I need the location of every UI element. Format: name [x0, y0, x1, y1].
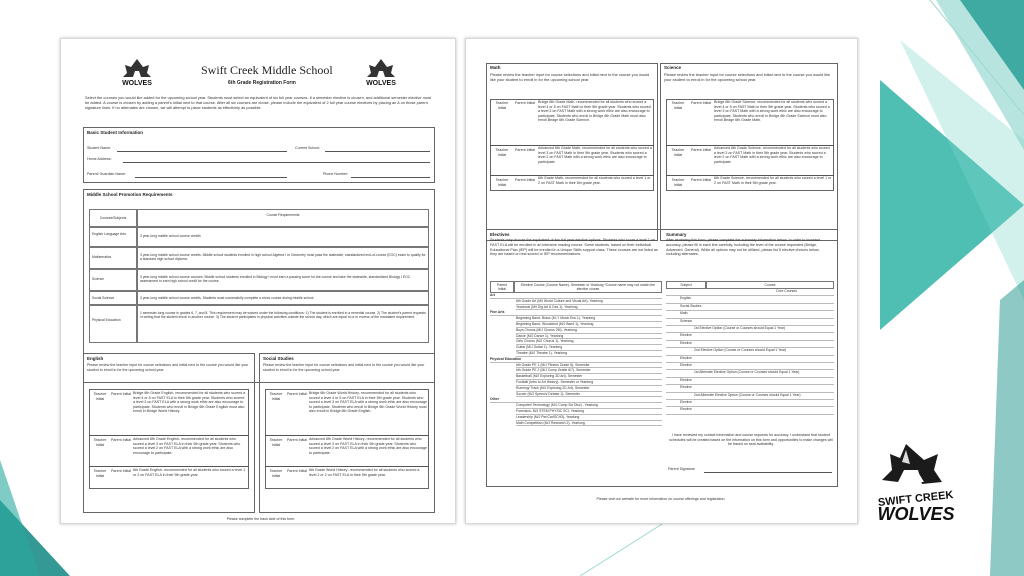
elective-course-row[interactable]: 6th Grade Art (M/I World Culture and Visual Art)- Yearlong: [516, 299, 662, 305]
elective-course-row[interactable]: Girls Chorus (M/J Chorus 1)- Yearlong: [516, 339, 662, 345]
wolves-logo-right: [361, 57, 401, 89]
elective-course-row[interactable]: Theatre (M/J Theatre 1)- Yearlong: [516, 351, 662, 357]
summary-entry-row[interactable]: Elective: [666, 341, 834, 348]
elective-course-row[interactable]: Running/ Track (M/J Exploring 2D Art)- Semester: [516, 386, 662, 392]
form-page-front: [60, 38, 456, 524]
elective-section-header: Fine Arts: [490, 310, 662, 316]
teacher-initial-header: Teacher Initial: [671, 178, 685, 187]
summary-col-subject: Subject: [666, 281, 706, 289]
parent-initial-header: Parent Initial: [515, 148, 535, 152]
phone-label: Phone Number:: [323, 172, 349, 176]
parent-initial-header: Parent Initial: [691, 178, 711, 182]
parent-initial-header: Parent Initial: [287, 469, 307, 473]
teacher-initial-header: Teacher Initial: [671, 101, 685, 110]
promo-subject: Science: [89, 269, 137, 291]
wolves-logo-left: [117, 57, 157, 89]
guardian-label: Parent/ Guardian Name:: [87, 172, 126, 176]
elective-course-row[interactable]: 6th Grade PE 1 (M/J Fitness Grade 6)- Semester: [516, 363, 662, 369]
teacher-initial-header: Teacher Initial: [93, 438, 107, 447]
summary-entry-row[interactable]: Elective: [666, 333, 834, 340]
teacher-initial-header: Teacher Initial: [93, 469, 107, 478]
english-course-advanced[interactable]: Advanced 6th Grade English- recommended for all students who scored a level 3 on FAST ELA in their 5th grade year. Students who scored a level 2 on FAST ELA with a strong work ethic are also encourage to participate.: [133, 437, 241, 455]
science-course-general[interactable]: 6th Grade Science- recommended for all students who scored a level 1 or 2 on FAST Math in their 5th grade year.: [714, 176, 832, 185]
summary-section-header: 2nd Alternate Elective Option (Course or Courses should Equal 1 Year): [666, 393, 834, 400]
elective-course-row[interactable]: Soccer (M/J Speech/ Debate 1)- Semester: [516, 392, 662, 398]
summary-text: After reviewing this form, please complete the summary information below. In order to increase accuracy, please fill in each line carefully, including the level of the course requested (Bridge, Advanced, General). While all options may not be utilized, please list 5 elective choices below, including alternates.: [666, 238, 821, 257]
elective-course-row[interactable]: Guitar (M/J Guitar 1)- Yearlong: [516, 345, 662, 351]
parent-initial-header: Parent Initial: [691, 101, 711, 105]
signature-label: Parent Signature: [668, 467, 695, 471]
electives-col-course: Elective Course (Course Name)- Semester or Yearlong *Course name may not match the elective course: [514, 281, 662, 293]
summary-entry-row[interactable]: Elective: [666, 363, 834, 370]
parent-initial-header: Parent Initial: [111, 392, 131, 396]
elective-course-row[interactable]: Beginning Band- Brass (M / I Music Ens 1)- Yearlong: [516, 316, 662, 322]
promo-col-subject: Courses/Subjects: [89, 209, 137, 227]
summary-entry-row[interactable]: Elective: [666, 356, 834, 363]
parent-initial-header: Parent Initial: [515, 101, 535, 105]
promo-subject: Physical Education: [89, 305, 137, 343]
teacher-initial-header: Teacher Initial: [495, 178, 509, 187]
parent-initial-header: Parent Initial: [515, 178, 535, 182]
summary-section-header: 2nd Elective Option (Course or Courses should Equal 1 Year): [666, 348, 834, 355]
math-review: Please review the teacher input for course selections and initial next to the course you would like your student to enroll in for the upcoming school year.: [490, 72, 650, 82]
logo-text-top: SWIFT CREEK: [877, 489, 954, 509]
teacher-initial-header: Teacher Initial: [269, 438, 283, 447]
science-course-advanced[interactable]: Advanced 6th Grade Science- recommended for all students who scored a level 3 on FAST Math in their 5th grade year. Students who scored a level 2 on FAST Math with a strong work ethic are also encourage to participate.: [714, 146, 830, 164]
promo-req: 3 year-long middle school course credits. Students must successfully complete a civics course during middle school.: [137, 291, 429, 305]
swift-creek-wolves-logo: [862, 440, 970, 524]
teacher-initial-header: Teacher Initial: [671, 148, 685, 157]
form-title: 6th Grade Registration Form: [228, 80, 296, 86]
teacher-initial-header: Teacher Initial: [495, 148, 509, 157]
promo-req: 3 year-long middle school course courses. Middle school students enrolled in Biology I must earn a passing score for the course and take the statewide, standardized Biology I EOC assessment to earn high school credit for the course.: [137, 269, 429, 291]
social-course-general[interactable]: 6th Grade World History- recommended for all students who scored a level 1 or 2 on FAST ELA in their 5th grade year.: [309, 468, 420, 477]
summary-entry-row[interactable]: Elective: [666, 400, 834, 407]
social-course-bridge[interactable]: Bridge 6th Grade World History- recommended for all students who scored a level 4 or 5 on FAST ELA in their 5th grade year. Students who scored a level 3 on FAST ELA with a strong work ethic are also encourage to participate. Students who enroll in Bridge 6th Grade World History must also enroll in Bridge 6th Grade English.: [309, 391, 427, 414]
summary-section-header: Core Courses: [666, 289, 834, 296]
row-divider: [265, 466, 429, 467]
teacher-initial-header: Teacher Initial: [269, 469, 283, 478]
elective-section-header: Physical Education: [490, 357, 662, 363]
summary-heading: Summary: [666, 232, 687, 237]
parent-initial-header: Parent Initial: [111, 469, 131, 473]
summary-section-header: 1st Elective Option (Course or Courses should Equal 1 Year): [666, 326, 834, 333]
teacher-initial-header: Teacher Initial: [93, 392, 107, 401]
social-review: Please review the teacher input for course selections and initial next to the course you would like your student to enroll in for the upcoming school year.: [263, 363, 425, 372]
website-note: Please visit our website for more information on course offerings and registration.: [596, 497, 726, 501]
promo-subject: Social Science: [89, 291, 137, 305]
english-course-general[interactable]: 6th Grade English- recommended for all students who scored a level 1 or 2 on FAST ELA in their 5th grade year.: [133, 468, 246, 477]
promotion-heading: Middle School Promotion Requirements: [87, 192, 173, 197]
row-divider: [89, 466, 249, 467]
parent-initial-header: Parent Initial: [691, 148, 711, 152]
student-name-label: Student Name:: [87, 146, 111, 150]
elective-course-row[interactable]: Beginning Band- Woodwind (M/J Band 1)- Yearlong: [516, 322, 662, 328]
form-page-back: [465, 38, 858, 524]
elective-course-row[interactable]: Dance (M/J Dance 1)- Yearlong: [516, 334, 662, 340]
intro-text: Select the courses you would like added for the upcoming school year. Students must select an equivalent of six full year courses- if a semester elective is chosen, and additional semester elective must be added. A course is chosen by adding a parent's initial next to that course. After all six courses are chose, please include the equivalent of 2 full year course electives by placing an A on those parent signature lines. If no alternates are chosen, we will attempt to place students as effectively as possible.: [85, 95, 432, 110]
svg-text:WOLVES: WOLVES: [366, 80, 396, 87]
guardian-line[interactable]: [135, 177, 287, 178]
elective-course-row[interactable]: Computer/ Technology (M/J Comp Sci Disc) - Yearlong: [516, 403, 662, 409]
parent-initial-header: Parent Initial: [287, 438, 307, 442]
science-heading: Science: [664, 65, 682, 70]
elective-course-row[interactable]: Boys Chorus (M/J Chorus 2M)- Yearlong: [516, 328, 662, 334]
math-course-general[interactable]: 6th Grade Math- recommended for all students who scored a level 1 or 2 on FAST Math in their 5th grade year.: [538, 176, 651, 185]
summary-entry-row[interactable]: Elective: [666, 407, 834, 414]
elective-course-row[interactable]: 6th Grade PE 2 (M/J Comp Grade 6/7)- Semester: [516, 368, 662, 374]
promo-subject: English Language Arts: [89, 227, 137, 247]
elective-course-row[interactable]: Football (Intro to Art History)- Semester or Yearlong: [516, 380, 662, 386]
elective-course-row[interactable]: Forensics- M/J STEM PHYSIC SCI- Yearlong: [516, 409, 662, 415]
elective-course-row[interactable]: Math Competition (M/J Research 2)- Yearlong: [516, 421, 662, 427]
home-address-label: Home Address:: [87, 157, 112, 161]
row-divider: [265, 435, 429, 436]
summary-entry-row[interactable]: Elective: [666, 378, 834, 385]
row-divider: [89, 435, 249, 436]
electives-col-parent: Parent Initial: [490, 281, 514, 293]
parent-initial-header: Parent Initial: [111, 438, 131, 442]
summary-entry-row[interactable]: Math: [666, 311, 834, 318]
parent-initial-header: Parent Initial: [287, 392, 307, 396]
promo-req: 1 semester-long course in grades 6, 7, and 8. This requirement may be waived under the following conditions: 1) The student is enrolled in a remedial course. 2) The student's parent requests in writing that the student enroll in another course. 3) The student participates in physical activities outside the school day, which are equal to or in excess of the mandated requirement.: [137, 305, 429, 343]
elective-course-row[interactable]: Leadership (M/J Per/Car/SCH3)- Yearlong: [516, 415, 662, 421]
phone-line[interactable]: [351, 177, 430, 178]
logo-text-bottom: WOLVES: [877, 504, 955, 524]
school-name: Swift Creek Middle School: [201, 63, 333, 77]
science-course-bridge[interactable]: Bridge 6th Grade Science- recommended for all students who scored a level 4 or 5 on FAST Math in their 5th grade year. Students who scored a level 3 on FAST Math with a strong work ethic are also encourage to participate. Students who enroll in Bridge 6th Grade Science must also enroll Bridge 6th Grade Math.: [714, 100, 830, 123]
back-side-note: Please complete the back side of this form.: [226, 517, 296, 521]
summary-entry-row[interactable]: English: [666, 296, 834, 303]
electives-heading: Electives: [490, 232, 510, 237]
basic-info-heading: Basic Student Information: [87, 130, 144, 135]
elective-section-header: Art: [490, 293, 662, 299]
electives-text: Students may choose the equivalent of two full year elective options. Students who score a level 1 on FAST ELA will be enrolled in an intensive reading course. Some students, based on their Individual Educational Plan (IEP) will be enrolled in a Unique Skills support class. These courses are not listed as they are based on test scored or IEP recommendations.: [490, 238, 658, 257]
elective-course-row[interactable]: Yearbook (M/I Dig Art & Des 1)- Yearlong: [516, 305, 662, 311]
summary-entry-row[interactable]: Elective: [666, 385, 834, 392]
elective-course-row[interactable]: Basketball (M/J Exploring 3D Art)- Semester: [516, 374, 662, 380]
math-heading: Math: [490, 65, 501, 70]
svg-text:WOLVES: WOLVES: [122, 80, 152, 87]
summary-entry-row[interactable]: Science: [666, 319, 834, 326]
current-school-line[interactable]: [325, 151, 430, 152]
social-course-advanced[interactable]: Advanced 6th Grade World History- recommended for all students who scored a level 3 on FAST ELA in their 5th grade year. Students who scored a level 2 on FAST ELA with a strong work ethic are also encourage to participate.: [309, 437, 427, 455]
promo-req: 3 year-long middle school course credits. Middle school students enrolled in high school Algebra I or Geometry must pass the statewide, standardized end-of-course (EOC) exam to qualify for a standard high school diploma.: [137, 247, 429, 269]
english-heading: English: [87, 356, 104, 361]
current-school-label: Current School:: [295, 146, 320, 150]
promo-col-req: Course Requirements: [137, 209, 429, 227]
promo-req: 3 year-long middle school course credits: [137, 227, 429, 247]
english-review: Please review the teacher input for course selections and initial next to the course you would like your student to enroll in for the upcoming school year.: [87, 363, 249, 372]
summary-entry-row[interactable]: Social Studies: [666, 304, 834, 311]
promo-subject: Mathematics: [89, 247, 137, 269]
home-address-line[interactable]: [123, 162, 430, 163]
agreement-text: I have reviewed my contact information and course requests for accuracy. I understand that student schedules will be created based on the information on this form and opportunities to make changes will be based on seat availability.: [669, 433, 833, 447]
signature-line[interactable]: [704, 472, 832, 473]
math-course-bridge[interactable]: Bridge 6th Grade Math- recommended for all students who scored a level 4 or 5 on FAST Math in their 5th grade year. Students who scored a level 3 on FAST Math with a strong work ethic are also encourage to participate. Students who enroll in Bridge 6th Grade Math must also enroll Bridge 6th Grade Science.: [538, 100, 651, 123]
summary-section-header: 1st Alternate Elective Option (Course or Courses should Equal 1 Year): [666, 370, 834, 377]
elective-section-header: Other: [490, 397, 662, 403]
teacher-initial-header: Teacher Initial: [495, 101, 509, 110]
summary-col-course: Course: [706, 281, 834, 289]
student-name-line[interactable]: [117, 151, 287, 152]
science-review: Please review the teacher input for course selections and initial next to the course you would like your student to enroll in for the upcoming school year.: [664, 72, 831, 82]
math-course-advanced[interactable]: Advanced 6th Grade Math- recommended for all students who scored a level 3 on FAST Math in their 5th grade year. Students who scored a level 2 on FAST Math with a strong work ethic are also encourage to participate.: [538, 146, 652, 164]
social-heading: Social Studies: [263, 356, 294, 361]
english-course-bridge[interactable]: Bridge 6th Grade English- recommended for all students who scored a level 4 or 5 on FAST ELA in their 5th grade year. Students who scored a level 3 on FAST ELA with a strong work ethic are also encourage to participate. Students who enroll in Bridge 6th Grade English must also enroll in Bridge World History.: [133, 391, 246, 414]
teacher-initial-header: Teacher Initial: [269, 392, 283, 401]
